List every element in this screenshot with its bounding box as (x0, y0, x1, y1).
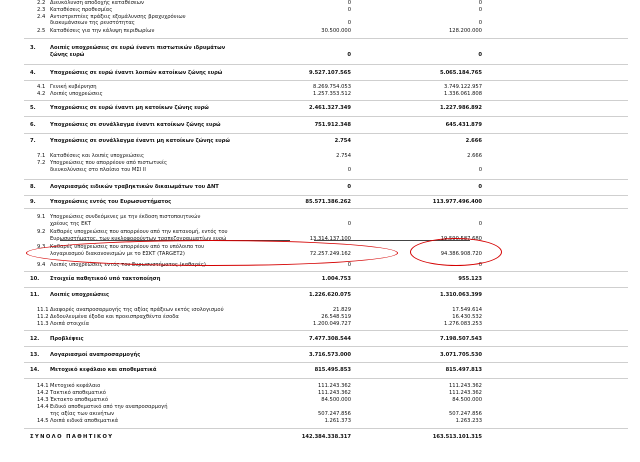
row-label: Διευκόλυνση αποδοχής καταθέσεων (50, 0, 144, 6)
divider (24, 195, 628, 196)
value-previous: 111.243.362 (448, 383, 482, 389)
row-number: 4.2 (37, 91, 46, 97)
value-current: 84.500.000 (321, 397, 351, 403)
row-number: 13. (30, 352, 40, 358)
row-number: 10. (30, 276, 40, 282)
value-current: 1.257.353.512 (313, 91, 351, 97)
divider (24, 271, 628, 272)
total-previous: 163.513.101.315 (432, 434, 482, 440)
row-number: 9.2 (37, 229, 46, 235)
highlight-ellipse (26, 240, 398, 266)
value-current: 2.754 (336, 153, 351, 159)
row-label-continued: χρέους της ΕΚΤ (50, 221, 91, 227)
value-current: 30.500.000 (321, 28, 351, 34)
value-current: 751.912.348 (314, 122, 351, 128)
row-number: 2.2 (37, 0, 46, 6)
row-label: Υποχρεώσεις σε ευρώ έναντι μη κατοίκων ζώνης ευρώ (50, 105, 209, 111)
row-number: 12. (30, 336, 40, 342)
row-label-continued: της αξίας των ακινήτων (50, 411, 115, 417)
row-label: Καθαρές υποχρεώσεις που απορρέουν από το υπόλοιπο του (50, 244, 205, 250)
row-label: Υποχρεώσεις σε συνάλλαγμα έναντι μη κατοίκων ζώνης ευρώ (50, 138, 230, 144)
value-previous: 1.227.986.892 (439, 105, 482, 111)
value-current: 0 (347, 7, 351, 13)
row-label: Καταθέσεις και λοιπές υποχρεώσεις (50, 153, 145, 159)
value-previous: 3.071.705.530 (439, 352, 482, 358)
row-label: Υποχρεώσεις σε ευρώ έναντι λοιπών κατοίκων ζώνης ευρώ (50, 70, 223, 76)
divider (24, 362, 628, 363)
divider (24, 428, 628, 429)
divider (24, 80, 628, 81)
row-label: Καταθέσεις για την κάλυψη περιθωρίων (50, 28, 155, 34)
value-previous: 94.386.908.720 (440, 251, 482, 257)
row-label: Ειδικό αποθεματικό από την αναπροσαρμογή (50, 404, 168, 410)
row-label-continued: λογαριασμού διακανονισμών με το ΕΣΚΤ (TARGET2) (50, 251, 185, 257)
row-number: 2.5 (37, 28, 46, 34)
value-previous: 1.310.063.399 (439, 292, 482, 298)
row-label-continued: ζώνης ευρώ (50, 52, 85, 58)
row-number: 14.1 (37, 383, 49, 389)
row-label: Υποχρεώσεις συνδεόμενες με την έκδοση πιστοποιητικών (50, 214, 201, 220)
value-current: 2.754 (334, 138, 351, 144)
row-number: 5. (30, 105, 36, 111)
row-label: Διαφορές αναπροσαρμογής της αξίας πράξεων εκτός ισολογισμού (50, 307, 224, 313)
row-number: 11.1 (37, 307, 49, 313)
value-previous: 0 (478, 0, 482, 6)
row-label: Μετοχικό κεφάλαιο και αποθεματικά (50, 367, 157, 373)
row-number: 4.1 (37, 84, 46, 90)
row-number: 8. (30, 184, 36, 190)
value-current: 0 (347, 184, 351, 190)
divider (24, 208, 628, 209)
value-previous: 955.123 (458, 276, 482, 282)
row-number: 14.3 (37, 397, 49, 403)
divider (24, 287, 628, 288)
divider (24, 38, 628, 39)
row-number: 11. (30, 292, 40, 298)
value-previous: 1.276.083.253 (444, 321, 482, 327)
row-label: Μετοχικό κεφάλαιο (50, 383, 101, 389)
value-previous: 0 (478, 20, 482, 26)
row-label: Καταθέσεις προθεσμίας (50, 7, 113, 13)
value-current: 507.247.856 (317, 411, 351, 417)
row-number: 4. (30, 70, 36, 76)
row-number: 9.3 (37, 244, 46, 250)
row-number: 11.2 (37, 314, 49, 320)
value-previous: 128.200.000 (448, 28, 482, 34)
row-label: Λογαριασμός ειδικών τραβηκτικών δικαιωμάτων του ΔΝΤ (50, 184, 219, 190)
value-previous: 16.430.532 (452, 314, 482, 320)
row-label: Λογαριασμοί αναπροσαρμογής (50, 352, 141, 358)
value-current: 0 (347, 52, 351, 58)
divider (24, 64, 628, 65)
row-label-continued: διευκολύνσεις στο πλαίσιο του ΜΣΙ ΙΙ (50, 167, 146, 173)
value-current: 1.200.049.727 (313, 321, 351, 327)
value-current: 2.461.327.349 (308, 105, 351, 111)
value-previous: 113.977.496.400 (432, 199, 482, 205)
row-number: 2.4 (37, 14, 46, 20)
value-current: 85.571.386.262 (305, 199, 351, 205)
value-current: 0 (347, 262, 351, 268)
row-label: Δεδουλευμένα έξοδα και προεισπραχθέντα έσοδα (50, 314, 179, 320)
value-previous: 815.497.813 (445, 367, 482, 373)
value-previous: 2.666 (467, 153, 482, 159)
row-label: Λοιπές υποχρεώσεις εντός του Ευρωσυστήματος (καθαρές) (50, 262, 206, 268)
row-label: Λοιπές υποχρεώσεις (50, 292, 110, 298)
row-label: Λοιπές υποχρεώσεις σε ευρώ έναντι πιστωτικών ιδρυμάτων (50, 45, 226, 51)
total-label: ΣΥΝΟΛΟ ΠΑΘΗΤΙΚΟΥ (30, 434, 114, 440)
value-current: 1.004.753 (321, 276, 351, 282)
value-current: 9.527.107.565 (308, 70, 351, 76)
value-current: 26.548.519 (321, 314, 351, 320)
value-previous: 0 (478, 221, 482, 227)
row-label: Καθαρές υποχρεώσεις που απορρέουν από την κατανομή, εντός του (50, 229, 228, 235)
row-label: Υποχρεώσεις εντός του Ευρωσυστήματος (50, 199, 172, 205)
row-number: 9. (30, 199, 36, 205)
row-number: 7. (30, 138, 36, 144)
value-current: 0 (347, 221, 351, 227)
row-label: Αντιστρεπτέες πράξεις εξομάλυνσης βραχυχρόνιων (50, 14, 186, 20)
value-previous: 84.500.000 (452, 397, 482, 403)
value-previous: 7.198.507.543 (439, 336, 482, 342)
row-label: Υποχρεώσεις που απορρέουν από πιστωτικές (50, 160, 168, 166)
row-label-continued: διακυμάνσεων της ρευστότητας (50, 20, 135, 26)
value-current: 8.269.754.053 (313, 84, 351, 90)
value-current: 0 (347, 167, 351, 173)
row-number: 14.2 (37, 390, 49, 396)
value-previous: 507.247.856 (448, 411, 482, 417)
highlight-ellipse (410, 238, 502, 266)
value-previous: 0 (478, 52, 482, 58)
row-number: 14.5 (37, 418, 49, 424)
value-current: 0 (347, 20, 351, 26)
value-previous: 0 (478, 184, 482, 190)
divider (24, 116, 628, 117)
row-number: 7.1 (37, 153, 46, 159)
divider (24, 378, 628, 379)
value-current: 7.477.308.544 (308, 336, 351, 342)
value-current: 1.261.373 (324, 418, 351, 424)
value-previous: 2.666 (465, 138, 482, 144)
total-current: 142.384.338.317 (301, 434, 351, 440)
row-number: 6. (30, 122, 36, 128)
divider (24, 179, 628, 180)
value-current: 21.829 (332, 307, 351, 313)
value-previous: 0 (478, 262, 482, 268)
value-previous: 1.336.061.808 (444, 91, 482, 97)
value-previous: 111.243.362 (448, 390, 482, 396)
value-previous: 3.749.122.957 (444, 84, 482, 90)
row-label: Λοιπά ειδικά αποθεματικά (50, 418, 119, 424)
value-previous: 1.263.233 (455, 418, 482, 424)
row-label: Λοιπά στοιχεία (50, 321, 89, 327)
value-previous: 645.431.879 (445, 122, 482, 128)
value-previous: 0 (478, 167, 482, 173)
row-number: 3. (30, 45, 36, 51)
row-label-continued: Ευρωσυστήματος, των κυκλοφορούντων τραπεζογραμματίων ευρώ (50, 236, 227, 242)
row-label: Γενική κυβέρνηση (50, 84, 97, 90)
row-number: 14.4 (37, 404, 49, 410)
row-number: 2.3 (37, 7, 46, 13)
value-current: 3.716.573.000 (308, 352, 351, 358)
row-label: Έκτακτο αποθεματικό (50, 397, 108, 403)
value-current: 0 (347, 0, 351, 6)
row-number: 9.4 (37, 262, 46, 268)
value-previous: 5.065.184.765 (439, 70, 482, 76)
value-current: 13.314.137.100 (309, 236, 351, 242)
value-previous: 17.549.614 (452, 307, 482, 313)
divider (24, 133, 628, 134)
row-number: 7.2 (37, 160, 46, 166)
row-label: Λοιπές υποχρεώσεις (50, 91, 103, 97)
value-current: 815.495.853 (314, 367, 351, 373)
row-label: Στοιχεία παθητικού υπό τακτοποίηση (50, 276, 161, 282)
value-current: 1.226.620.075 (308, 292, 351, 298)
value-previous: 19.590.587.680 (440, 236, 482, 242)
row-number: 11.3 (37, 321, 49, 327)
row-label: Υποχρεώσεις σε συνάλλαγμα έναντι κατοίκων ζώνης ευρώ (50, 122, 221, 128)
divider (24, 346, 628, 347)
value-current: 111.243.362 (317, 383, 351, 389)
value-previous: 0 (478, 7, 482, 13)
divider (24, 330, 628, 331)
value-current: 111.243.362 (317, 390, 351, 396)
value-current: 72.257.249.162 (309, 251, 351, 257)
row-number: 9.1 (37, 214, 46, 220)
row-label: Τακτικό αποθεματικό (50, 390, 106, 396)
row-number: 14. (30, 367, 40, 373)
row-label: Προβλέψεις (50, 336, 84, 342)
divider (24, 100, 628, 101)
